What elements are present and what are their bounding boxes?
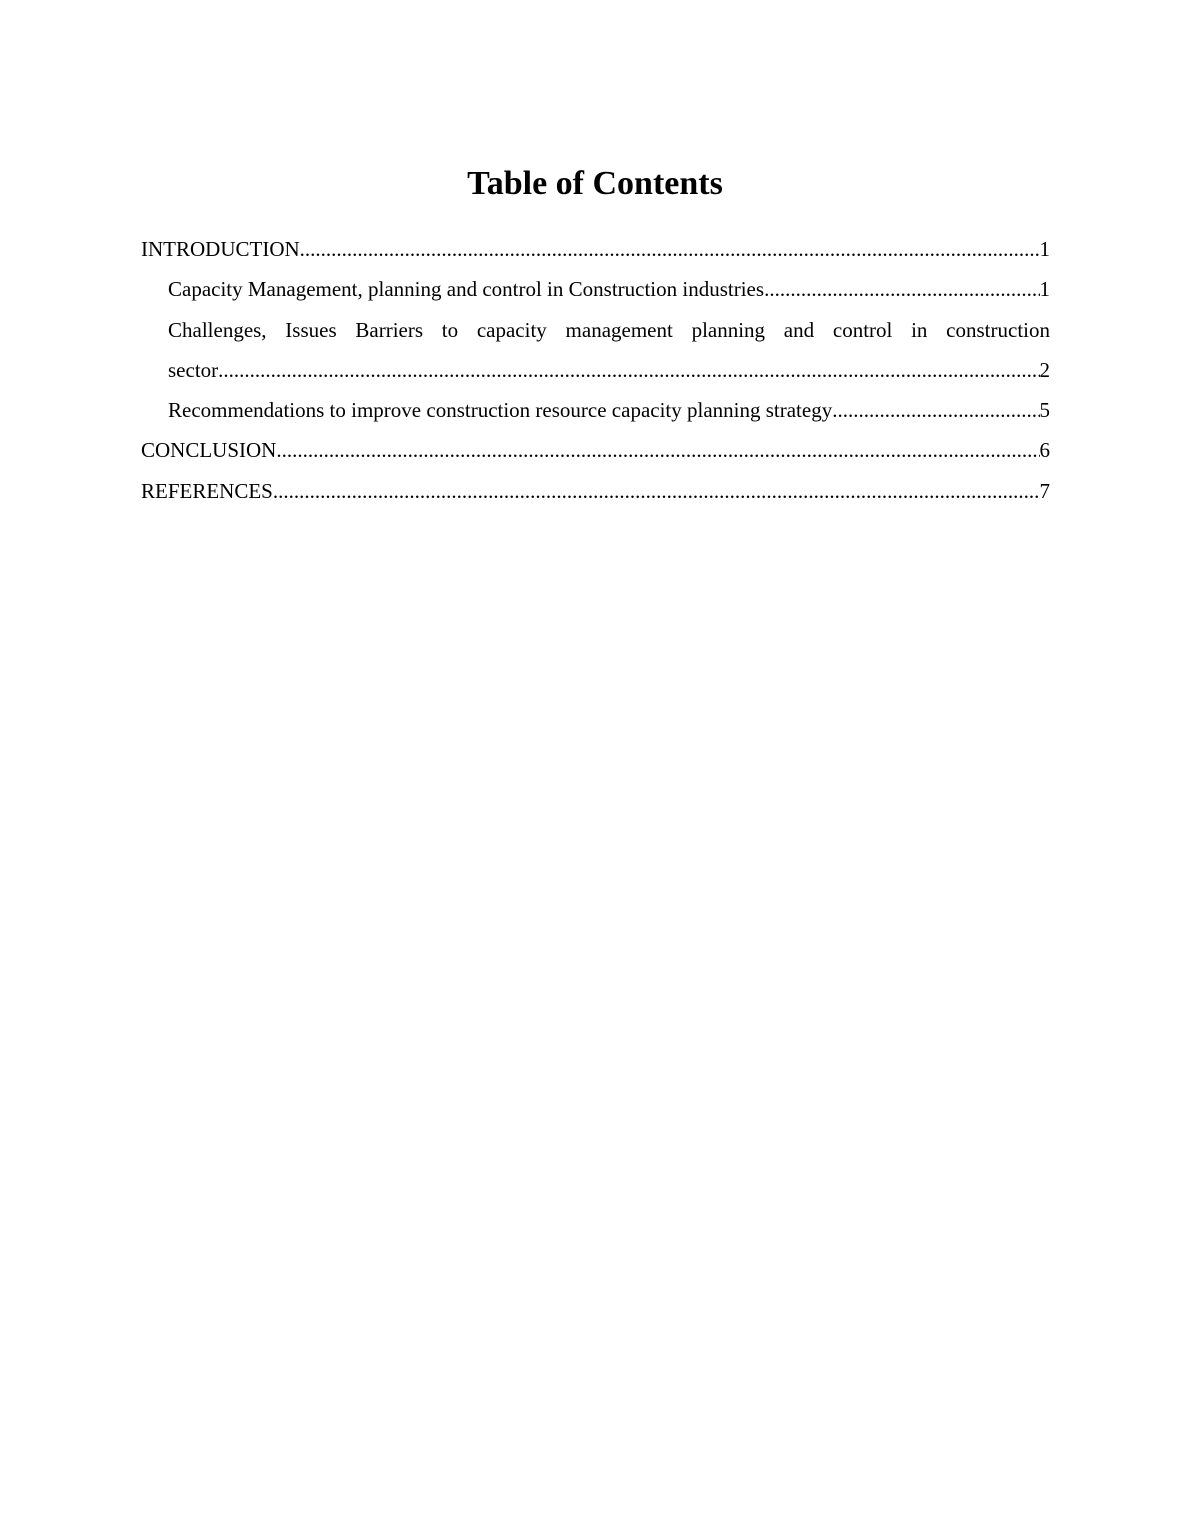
toc-entry-label: Capacity Management, planning and control in Construction industries bbox=[168, 277, 765, 302]
toc-entry-label: Challenges, Issues Barriers to capacity management planning and control in construction bbox=[168, 317, 1050, 342]
toc-entry-label: REFERENCES bbox=[141, 478, 273, 503]
toc-entry-challenges-line-2[interactable] bbox=[141, 350, 1050, 390]
dot-leader bbox=[764, 269, 1039, 309]
toc-entry-challenges-line-1[interactable] bbox=[141, 310, 1050, 350]
page-title: Table of Contents bbox=[467, 165, 723, 202]
toc-entry-capacity-management[interactable] bbox=[141, 269, 1050, 309]
table-of-contents bbox=[141, 229, 1050, 511]
dot-leader bbox=[273, 471, 1040, 511]
toc-page-number: 5 bbox=[1039, 398, 1050, 423]
toc-page-number: 1 bbox=[1039, 237, 1050, 261]
toc-entry-introduction[interactable] bbox=[141, 229, 1050, 269]
toc-page-number: 7 bbox=[1039, 478, 1050, 503]
toc-entry-label: CONCLUSION bbox=[141, 438, 277, 463]
toc-page-number: 6 bbox=[1039, 438, 1050, 463]
toc-entry-conclusion[interactable] bbox=[141, 430, 1050, 470]
toc-entry-references[interactable] bbox=[141, 471, 1050, 511]
dot-leader bbox=[832, 390, 1039, 430]
dot-leader bbox=[300, 229, 1040, 269]
toc-page-number: 2 bbox=[1039, 357, 1050, 382]
toc-entry-label: INTRODUCTION bbox=[141, 237, 300, 261]
toc-page-number: 1 bbox=[1039, 277, 1050, 302]
dot-leader bbox=[276, 430, 1039, 470]
toc-entry-label: Recommendations to improve construction resource capacity planning strategy bbox=[168, 398, 833, 423]
toc-entry-recommendations[interactable] bbox=[141, 390, 1050, 430]
toc-entry-label-continued: sector bbox=[168, 357, 219, 382]
dot-leader bbox=[218, 350, 1039, 390]
